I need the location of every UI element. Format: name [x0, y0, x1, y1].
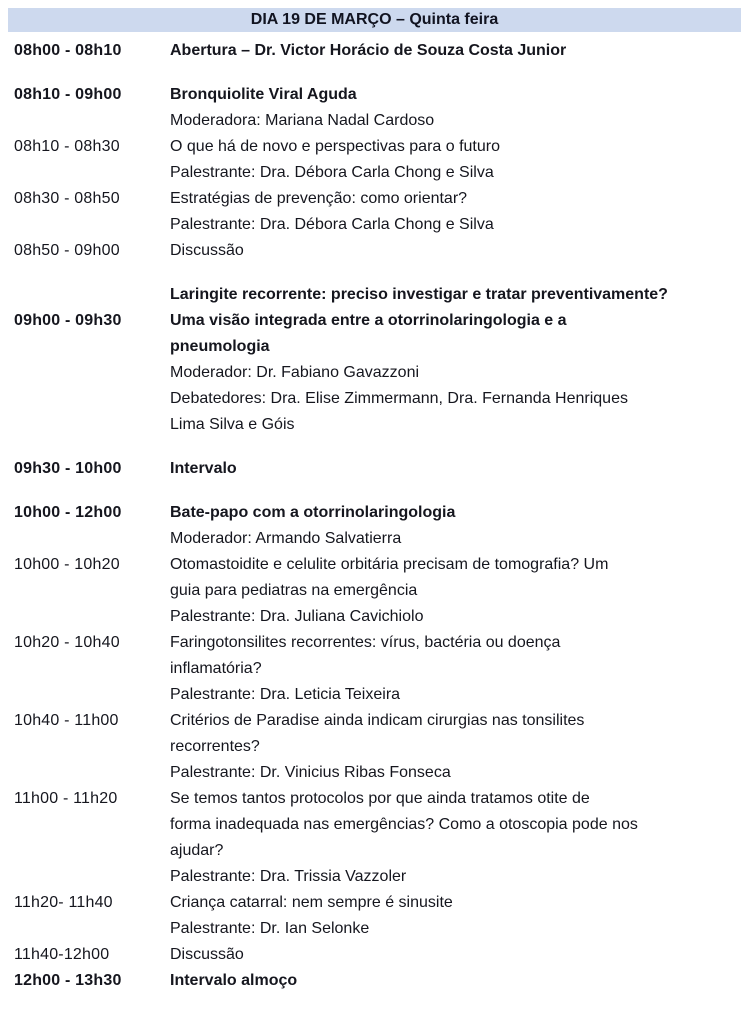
session-title-line: Intervalo [170, 460, 237, 477]
schedule-row [14, 500, 741, 552]
schedule-row [14, 942, 741, 968]
day-header [8, 8, 741, 32]
time-range: 08h10 - 09h00 [14, 86, 122, 103]
schedule-row [14, 968, 741, 994]
schedule-row [14, 552, 741, 630]
time-range: 11h20- 11h40 [14, 894, 113, 911]
schedule-row [14, 82, 741, 134]
time-range: 10h40 - 11h00 [14, 712, 119, 729]
session-detail-line: Otomastoidite e celulite orbitária precisam de tomografia? Um [170, 556, 609, 573]
session-detail-line: Moderador: Dr. Fabiano Gavazzoni [170, 364, 420, 381]
schedule-table [0, 32, 749, 994]
session-detail-line: Palestrante: Dra. Débora Carla Chong e Silva [170, 164, 494, 181]
session-content [170, 282, 741, 438]
schedule-row [14, 456, 741, 482]
session-content [170, 456, 741, 482]
session-detail-line: Moderador: Armando Salvatierra [170, 530, 402, 547]
session-title-line: Laringite recorrente: preciso investigar e tratar preventivamente? [170, 286, 668, 303]
session-detail-line: Discussão [170, 946, 244, 963]
session-detail-line: ajudar? [170, 842, 224, 859]
time-range: 08h30 - 08h50 [14, 190, 120, 207]
schedule-row [14, 38, 741, 64]
time-range: 09h00 - 09h30 [14, 312, 122, 329]
session-content [170, 786, 741, 890]
time-range: 11h00 - 11h20 [14, 790, 118, 807]
session-detail-line: Debatedores: Dra. Elise Zimmermann, Dra. Fernanda Henriques [170, 390, 628, 407]
schedule-row [14, 786, 741, 890]
session-detail-line: O que há de novo e perspectivas para o futuro [170, 138, 500, 155]
session-content [170, 134, 741, 186]
session-detail-line: Lima Silva e Góis [170, 416, 295, 433]
time-range: 10h20 - 10h40 [14, 634, 120, 651]
session-detail-line: Palestrante: Dr. Ian Selonke [170, 920, 370, 937]
schedule-row [14, 238, 741, 264]
session-content [170, 968, 741, 994]
time-range: 12h00 - 13h30 [14, 972, 122, 989]
session-content [170, 238, 741, 264]
session-detail-line: Palestrante: Dr. Vinicius Ribas Fonseca [170, 764, 451, 781]
schedule-row [14, 282, 741, 438]
schedule-row [14, 890, 741, 942]
session-title-line: Abertura – Dr. Victor Horácio de Souza Costa Junior [170, 42, 567, 59]
session-detail-line: Se temos tantos protocolos por que ainda tratamos otite de [170, 790, 590, 807]
session-title-line: Bronquiolite Viral Aguda [170, 86, 357, 103]
session-title-line: pneumologia [170, 338, 270, 355]
session-content [170, 82, 741, 134]
time-range: 08h00 - 08h10 [14, 42, 122, 59]
session-content [170, 942, 741, 968]
session-detail-line: forma inadequada nas emergências? Como a otoscopia pode nos [170, 816, 638, 833]
session-detail-line: Estratégias de prevenção: como orientar? [170, 190, 468, 207]
session-content [170, 630, 741, 708]
session-detail-line: Palestrante: Dra. Leticia Teixeira [170, 686, 401, 703]
session-detail-line: Palestrante: Dra. Juliana Cavichiolo [170, 608, 424, 625]
session-title-line: Uma visão integrada entre a otorrinolaringologia e a [170, 312, 567, 329]
session-detail-line: Critérios de Paradise ainda indicam cirurgias nas tonsilites [170, 712, 585, 729]
session-content [170, 38, 741, 64]
time-range: 11h40-12h00 [14, 946, 110, 963]
session-detail-line: inflamatória? [170, 660, 262, 677]
session-detail-line: Moderadora: Mariana Nadal Cardoso [170, 112, 435, 129]
time-range: 08h50 - 09h00 [14, 242, 120, 259]
day-header-title: DIA 19 DE MARÇO – Quinta feira [250, 11, 499, 28]
time-range: 10h00 - 12h00 [14, 504, 122, 521]
schedule-row [14, 708, 741, 786]
session-content [170, 552, 741, 630]
session-title-line: Intervalo almoço [170, 972, 298, 989]
session-detail-line: Palestrante: Dra. Trissia Vazzoler [170, 868, 407, 885]
session-detail-line: Faringotonsilites recorrentes: vírus, bactéria ou doença [170, 634, 561, 651]
session-content [170, 708, 741, 786]
session-content [170, 500, 741, 552]
time-range: 08h10 - 08h30 [14, 138, 120, 155]
session-content [170, 890, 741, 942]
session-detail-line: recorrentes? [170, 738, 260, 755]
schedule-row [14, 134, 741, 186]
session-detail-line: Criança catarral: nem sempre é sinusite [170, 894, 453, 911]
schedule-row [14, 630, 741, 708]
session-content [170, 186, 741, 238]
session-detail-line: Discussão [170, 242, 244, 259]
session-detail-line: Palestrante: Dra. Débora Carla Chong e Silva [170, 216, 494, 233]
session-title-line: Bate-papo com a otorrinolaringologia [170, 504, 456, 521]
time-range: 09h30 - 10h00 [14, 460, 122, 477]
session-detail-line: guia para pediatras na emergência [170, 582, 418, 599]
time-range: 10h00 - 10h20 [14, 556, 120, 573]
schedule-row [14, 186, 741, 238]
